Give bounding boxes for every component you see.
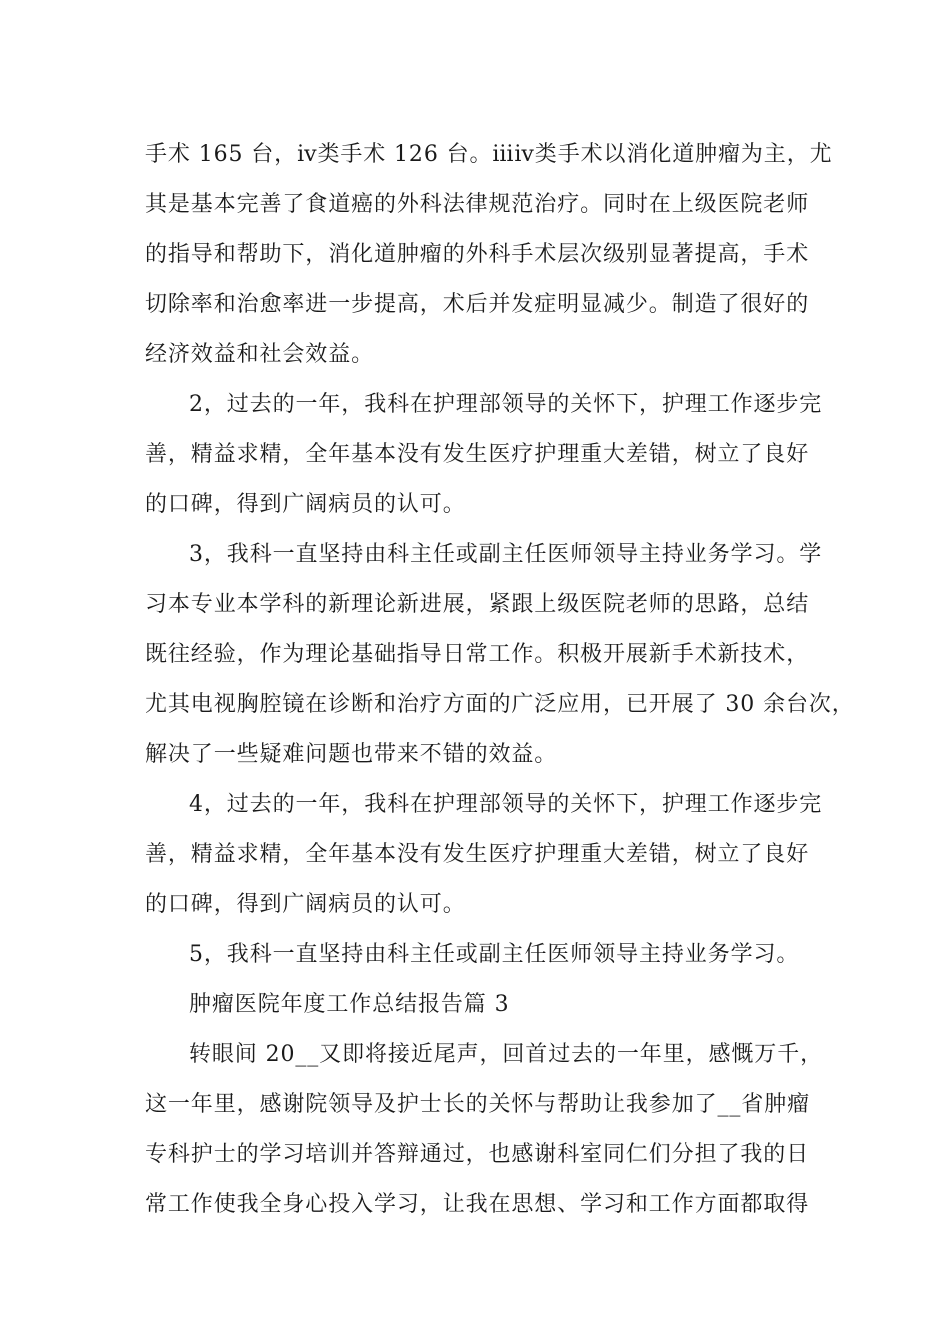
text-line: 善，精益求精，全年基本没有发生医疗护理重大差错，树立了良好 — [145, 842, 810, 867]
text-line: 既往经验，作为理论基础指导日常工作。积极开展新手术新技术， — [145, 642, 810, 667]
paragraph-3-line: 3，我科一直坚持由科主任或副主任医师领导主持业务学习。学 — [189, 542, 823, 567]
section-heading: 肿瘤医院年度工作总结报告篇 3 — [189, 992, 510, 1017]
document-body — [145, 130, 855, 1230]
paragraph-2-line: 2，过去的一年，我科在护理部领导的关怀下，护理工作逐步完 — [189, 392, 823, 417]
text-line: 解决了一些疑难问题也带来不错的效益。 — [145, 742, 558, 767]
text-line: 专科护士的学习培训并答辩通过，也感谢科室同仁们分担了我的日 — [145, 1142, 810, 1167]
text-line: 的指导和帮助下，消化道肿瘤的外科手术层次级别显著提高，手术 — [145, 242, 810, 267]
text-line: 的口碑，得到广阔病员的认可。 — [145, 492, 466, 517]
paragraph-4-line: 4，过去的一年，我科在护理部领导的关怀下，护理工作逐步完 — [189, 792, 823, 817]
text-line: 经济效益和社会效益。 — [145, 342, 375, 367]
paragraph-6-line: 转眼间 20__又即将接近尾声，回首过去的一年里，感慨万千， — [189, 1042, 823, 1067]
text-line: 常工作使我全身心投入学习，让我在思想、学习和工作方面都取得 — [145, 1192, 810, 1217]
text-line: 其是基本完善了食道癌的外科法律规范治疗。同时在上级医院老师 — [145, 192, 810, 217]
text-line: 手术 165 台，ⅳ类手术 126 台。ⅲⅳ类手术以消化道肿瘤为主，尤 — [145, 142, 833, 167]
text-line: 切除率和治愈率进一步提高，术后并发症明显减少。制造了很好的 — [145, 292, 810, 317]
text-line: 这一年里，感谢院领导及护士长的关怀与帮助让我参加了__省肿瘤 — [145, 1092, 811, 1117]
text-line: 尤其电视胸腔镜在诊断和治疗方面的广泛应用，已开展了 30 余台次， — [145, 692, 855, 717]
text-line: 善，精益求精，全年基本没有发生医疗护理重大差错，树立了良好 — [145, 442, 810, 467]
text-line: 的口碑，得到广阔病员的认可。 — [145, 892, 466, 917]
paragraph-5-line: 5，我科一直坚持由科主任或副主任医师领导主持业务学习。 — [189, 942, 800, 967]
text-line: 习本专业本学科的新理论新进展，紧跟上级医院老师的思路，总结 — [145, 592, 810, 617]
